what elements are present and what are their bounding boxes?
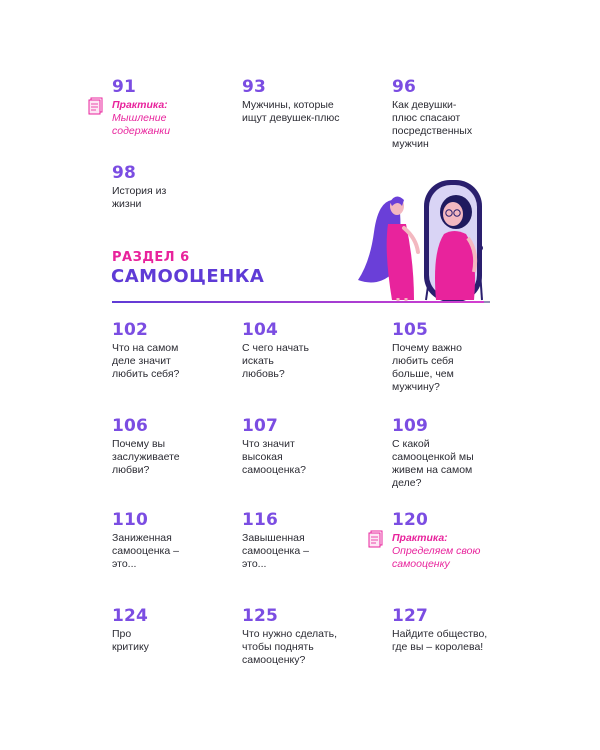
entry-title: Найдите общество, где вы – королева!: [392, 628, 488, 653]
page-number: 124: [112, 606, 149, 626]
page-number: 96: [392, 77, 417, 97]
section-title: САМООЦЕНКА: [111, 266, 265, 287]
practice-label: Практика:: [392, 532, 448, 544]
document-icon: [368, 530, 384, 548]
toc-entry-106[interactable]: [112, 416, 252, 477]
entry-title: Мужчины, которые ищут девушек-плюс: [242, 99, 340, 124]
entry-title: С какой самооценкой мы живем на самом деле?: [392, 438, 474, 489]
toc-entry-105[interactable]: [392, 320, 532, 394]
section-label: РАЗДЕЛ 6: [112, 250, 190, 265]
page-number: 107: [242, 416, 279, 436]
toc-entry-125[interactable]: [242, 606, 382, 667]
page-number: 102: [112, 320, 149, 340]
entry-title: Завышенная самооценка – это...: [242, 532, 309, 570]
entry-title: Что на самом деле значит любить себя?: [112, 342, 180, 380]
page-number: 116: [242, 510, 279, 530]
page-number: 109: [392, 416, 429, 436]
page-number: 127: [392, 606, 429, 626]
entry-title: Почему важно любить себя больше, чем мужчину?: [392, 342, 462, 393]
section-divider: [112, 301, 484, 303]
entry-title: Что значит высокая самооценка?: [242, 438, 307, 476]
page-number: 91: [112, 77, 137, 97]
entry-title: С чего начать искать любовь?: [242, 342, 309, 380]
toc-entry-96[interactable]: [392, 77, 532, 151]
page-number: 104: [242, 320, 279, 340]
practice-label: Практика:: [112, 99, 168, 111]
page-number: 93: [242, 77, 267, 97]
entry-title: Что нужно сделать, чтобы поднять самооценку?: [242, 628, 337, 666]
toc-entry-104[interactable]: [242, 320, 382, 381]
page-number: 125: [242, 606, 279, 626]
toc-entry-110[interactable]: [112, 510, 252, 571]
page-number: 120: [392, 510, 429, 530]
entry-title: Мышление содержанки: [112, 112, 171, 137]
toc-entry-116[interactable]: [242, 510, 382, 571]
entry-title: Как девушки- плюс спасают посредственных мужчин: [392, 99, 473, 150]
toc-entry-127[interactable]: [392, 606, 532, 654]
entry-title: Почему вы заслуживаете любви?: [112, 438, 180, 476]
toc-entry-93[interactable]: [242, 77, 382, 125]
entry-title: Заниженная самооценка – это...: [112, 532, 179, 570]
toc-entry-109[interactable]: [392, 416, 532, 490]
page-number: 106: [112, 416, 149, 436]
toc-entry-91[interactable]: [112, 77, 252, 138]
page-number: 98: [112, 163, 137, 183]
document-icon: [88, 97, 104, 115]
page-number: 105: [392, 320, 429, 340]
woman-mirror-illustration: [340, 172, 490, 304]
page-number: 110: [112, 510, 149, 530]
toc-entry-98[interactable]: [112, 163, 252, 211]
entry-title: История из жизни: [112, 185, 167, 210]
entry-title: Про критику: [112, 628, 149, 653]
toc-entry-124[interactable]: [112, 606, 252, 654]
toc-entry-107[interactable]: [242, 416, 382, 477]
entry-title: Определяем свою самооценку: [392, 545, 481, 570]
toc-entry-120[interactable]: [392, 510, 532, 571]
toc-entry-102[interactable]: [112, 320, 252, 381]
